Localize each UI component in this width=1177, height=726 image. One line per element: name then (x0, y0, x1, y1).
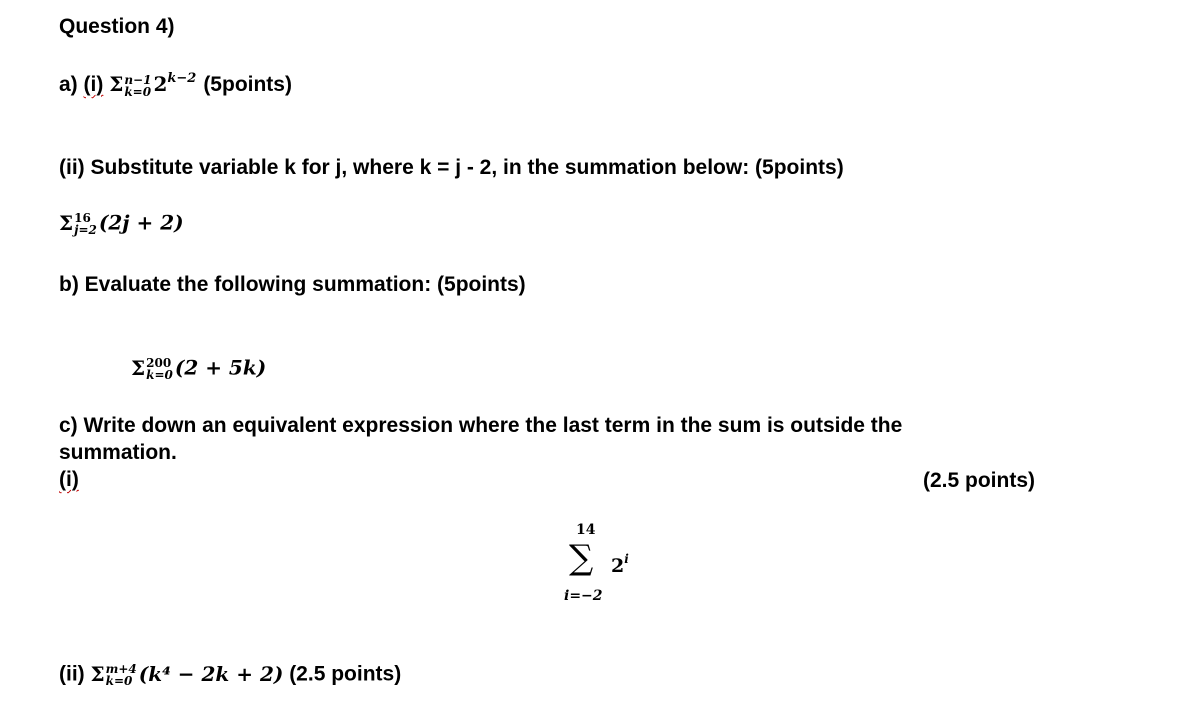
part-c-ii-expression (91, 662, 284, 686)
part-a-ii-lower-limit: j=2 (74, 223, 97, 237)
part-c-ii-lower-limit: k=0 (105, 674, 133, 688)
part-a-i-points: (5points) (203, 73, 292, 96)
sigma-icon: Σ (131, 355, 146, 380)
part-a-i-term-exponent: k−2 (167, 71, 197, 86)
part-a-i-upper-limit: n−1 (124, 72, 152, 87)
display-term-exponent: i (624, 552, 629, 566)
part-c-ii-upper-limit: m+4 (105, 662, 137, 676)
part-b-upper-limit: 200 (146, 356, 172, 370)
part-a-ii-upper-limit: 16 (74, 211, 91, 225)
part-b-term: (2 + 5k) (174, 355, 267, 380)
part-b-lower-limit: k=0 (146, 368, 173, 382)
part-a-ii-term: (2j + 2) (98, 210, 184, 235)
display-upper-limit: 14 (576, 522, 596, 538)
display-lower-limit: i=−2 (564, 588, 603, 604)
part-a-i-expression (109, 71, 203, 99)
part-a-i-term-base: 2 (153, 72, 168, 96)
part-a-i-limits (124, 74, 151, 98)
part-a-ii-expression (59, 212, 184, 236)
part-b-text: b) Evaluate the following summation: (5points) (59, 273, 526, 296)
part-c-i-display-summation (558, 520, 638, 610)
part-b-expression (131, 357, 266, 381)
part-c-ii-line (59, 663, 401, 687)
part-c-ii-limits (106, 663, 137, 687)
display-term (611, 552, 629, 577)
part-c-ii-points: (2.5 points) (283, 662, 402, 686)
part-a-ii-text: (ii) Substitute variable k for j, where k = j - 2, in the summation below: (5points) (59, 156, 844, 179)
part-a-i-lower-limit: k=0 (124, 84, 152, 99)
part-c-i-points: (2.5 points) (923, 469, 1036, 492)
part-c-ii-label: (ii) (59, 662, 91, 686)
sigma-icon: ∑ (569, 538, 594, 578)
part-a-ii-limits (74, 212, 97, 236)
part-b-limits (146, 357, 173, 381)
display-term-base: 2 (611, 555, 625, 577)
question-title: Question 4) (59, 15, 175, 38)
sigma-icon: Σ (109, 72, 124, 96)
part-a-i-label: (i) (83, 73, 104, 96)
part-c-ii-term: (k⁴ − 2k + 2) (138, 661, 284, 686)
part-a-i-line (59, 72, 292, 98)
part-c-i-label: (i) (59, 468, 79, 491)
sigma-icon: Σ (90, 661, 105, 686)
part-c-line2: summation. (59, 441, 177, 464)
part-a-prefix: a) (59, 73, 84, 96)
sigma-icon: Σ (59, 210, 74, 235)
part-c-line1: c) Write down an equivalent expression where the last term in the sum is outside the (59, 414, 903, 437)
